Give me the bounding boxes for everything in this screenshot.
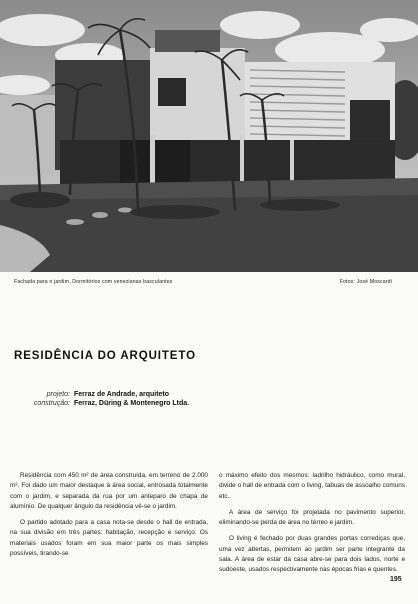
house-photo xyxy=(0,0,418,272)
photo-credit: Fotos: José Moscardi xyxy=(339,279,392,285)
page-number: 195 xyxy=(390,576,402,583)
paragraph: o máximo efeito dos mesmos: ladrilho hidráulico, como mural, divide o hall de entrada com o living, tabuas de assoalho comuns etc.. xyxy=(219,472,405,500)
article-title: RESIDÊNCIA DO ARQUITETO xyxy=(14,350,196,362)
credit-row-project xyxy=(10,390,189,399)
roof-box xyxy=(155,30,220,52)
project-credits xyxy=(10,390,189,408)
credit-label: projeto: xyxy=(46,391,70,398)
credit-row-construction xyxy=(10,399,189,408)
paragraph: Residência com 450 m² de área construída, em terreno de 2.000 m². Foi dado um maior destaque à área social, entrosada totalmente com o jardim, e separada da rua por um anteparo de chapa de alumínio. De qualquer ângulo da residência vê-se o jardim. xyxy=(10,472,208,510)
window xyxy=(158,78,186,106)
credit-value: Ferraz, Düring & Montenegro Ltda. xyxy=(74,400,190,407)
text-column-left xyxy=(10,471,208,565)
house-photo-illustration xyxy=(0,0,418,272)
photo-caption xyxy=(14,279,404,285)
caption-text: Fachada para o jardim. Dormitórios com venezianas basculantes xyxy=(14,279,173,285)
paragraph: O living é fechado por duas grandes portas corrediças que, uma vez abertas, permitem ao jardim ser parte integrante da sala. A área de estar da casa abre-se para dois lados, norte e sudoeste, usados respectivamente nas épocas frias e quentes. xyxy=(219,535,405,574)
credit-label: construção: xyxy=(33,400,70,407)
credit-value: Ferraz de Andrade, arquiteto xyxy=(74,391,170,398)
paragraph: O partido adotado para a casa nota-se desde o hall de entrada, na sua divisão em três partes: habitação, recepção e serviço. Os materiais usados foram em sua maior parte os mais simples possíveis, tirando-se xyxy=(10,519,208,558)
side-window xyxy=(350,100,390,140)
text-column-right xyxy=(219,471,405,582)
paragraph: A área de serviço foi projetada no pavimento superior, eliminando-se perda de área no térreo e jardim. xyxy=(219,508,405,527)
